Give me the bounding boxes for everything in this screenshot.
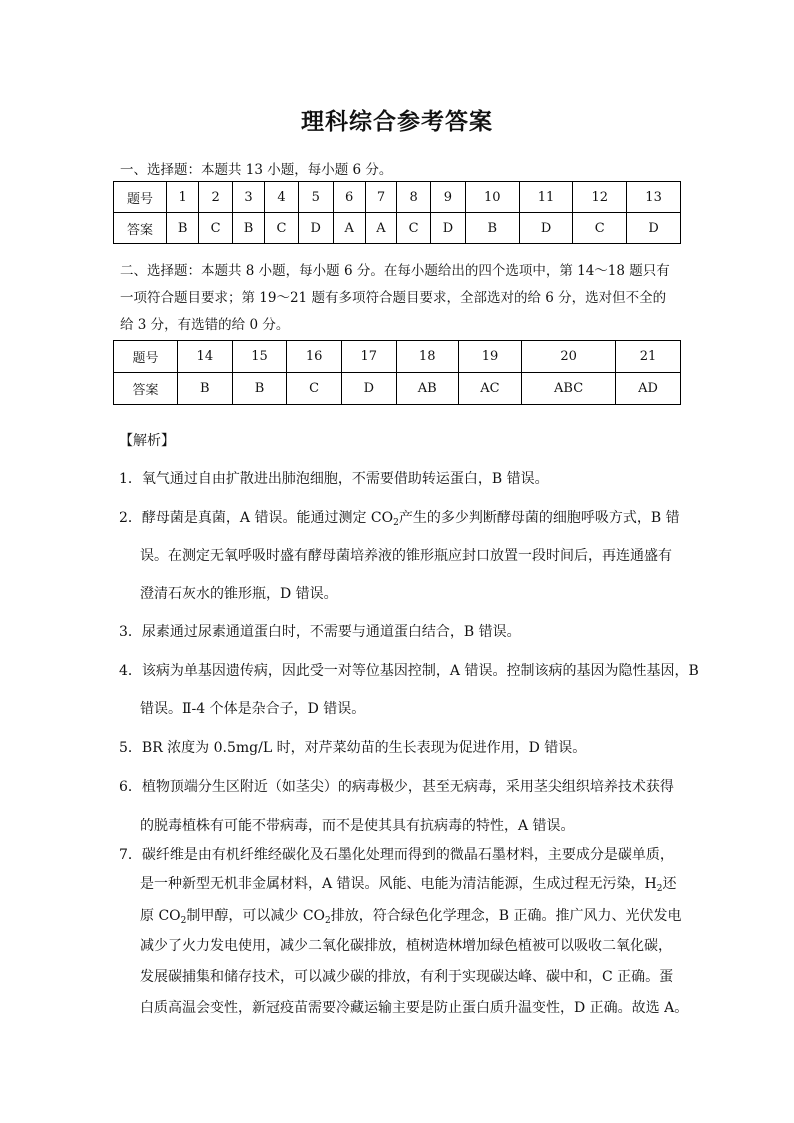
- analysis-item-5: 5．BR 浓度为 0.5mg/L 时，对芹菜幼苗的生长表现为促进作用，D 错误。: [119, 740, 587, 756]
- section2-heading-line: 二、选择题：本题共 8 小题，每小题 6 分。在每小题给出的四个选项中，第 14～18 题只有: [120, 263, 670, 279]
- analysis-item-7-line: 是一种新型无机非金属材料，A 错误。风能、电能为清洁能源，生成过程无污染，$H_2$还: [140, 876, 677, 894]
- answer-cell: D: [627, 213, 681, 244]
- answer-cell: ABC: [522, 373, 616, 405]
- answer-cell: AB: [396, 373, 458, 405]
- question-number-cell: 21: [616, 341, 681, 373]
- question-number-cell: 4: [265, 182, 299, 213]
- analysis-item-7: 7．碳纤维是由有机纤维经碳化及石墨化处理而得到的微晶石墨材料，主要成分是碳单质，: [119, 847, 674, 863]
- analysis-item-2: 2．酵母菌是真菌，A 错误。能通过测定 $CO_2$产生的多少判断酵母菌的细胞呼吸方式，B 错: [119, 510, 680, 528]
- question-number-cell: 8: [397, 182, 431, 213]
- answer-table-1: [113, 181, 681, 244]
- question-number-cell: 14: [178, 341, 233, 373]
- question-number-cell: 6: [333, 182, 365, 213]
- analysis-item-7-line: 原 $CO_2$制甲醇，可以减少 $CO_2$排放，符合绿色化学理念，B 正确。推广风力、光伏发电: [140, 908, 682, 926]
- answer-cell: C: [199, 213, 233, 244]
- question-number-cell: 12: [573, 182, 627, 213]
- answer-cell: B: [232, 213, 264, 244]
- question-number-cell: 9: [430, 182, 465, 213]
- analysis-item-7-line: 减少了火力发电使用，减少二氧化碳排放，植树造林增加绿色植被可以吸收二氧化碳，: [140, 938, 672, 954]
- analysis-item-1: 1．氧气通过自由扩散进出肺泡细胞，不需要借助转运蛋白，B 错误。: [119, 471, 549, 487]
- question-number-cell: 5: [298, 182, 333, 213]
- answer-cell: B: [167, 213, 199, 244]
- analysis-item-3: 3．尿素通过尿素通道蛋白时，不需要与通道蛋白结合，B 错误。: [119, 624, 521, 640]
- answer-cell: D: [430, 213, 465, 244]
- question-number-cell: 11: [519, 182, 573, 213]
- question-number-cell: 3: [232, 182, 264, 213]
- answer-cell: B: [178, 373, 233, 405]
- question-number-cell: 20: [522, 341, 616, 373]
- question-number-cell: 7: [365, 182, 397, 213]
- answer-cell: AD: [616, 373, 681, 405]
- question-number-cell: 18: [396, 341, 458, 373]
- analysis-item-2-line: 误。在测定无氧呼吸时盛有酵母菌培养液的锥形瓶应封口放置一段时间后，再连通盛有: [140, 548, 672, 564]
- answer-cell: D: [519, 213, 573, 244]
- section2-heading: [120, 258, 685, 339]
- question-number-cell: 10: [465, 182, 519, 213]
- analysis-item-7-line: 发展碳捕集和储存技术，可以减少碳的排放，有利于实现碳达峰、碳中和，C 正确。蛋: [140, 969, 674, 985]
- analysis-item-6-line: 的脱毒植株有可能不带病毒，而不是使其具有抗病毒的特性，A 错误。: [140, 818, 575, 834]
- answer-cell: A: [333, 213, 365, 244]
- question-number-cell: 17: [341, 341, 396, 373]
- analysis-label: 【解析】: [119, 433, 175, 449]
- question-number-cell: 16: [287, 341, 342, 373]
- answer-cell: B: [465, 213, 519, 244]
- row-label-answer: 答案: [114, 373, 178, 405]
- row-label-answer: 答案: [114, 213, 167, 244]
- question-number-cell: 1: [167, 182, 199, 213]
- answer-cell: D: [298, 213, 333, 244]
- answer-cell: D: [341, 373, 396, 405]
- section1-heading: 一、选择题：本题共 13 小题，每小题 6 分。: [120, 162, 393, 178]
- answer-cell: A: [365, 213, 397, 244]
- analysis-item-4-line: 错误。Ⅱ-4 个体是杂合子，D 错误。: [140, 701, 366, 717]
- analysis-item-4: 4．该病为单基因遗传病，因此受一对等位基因控制，A 错误。控制该病的基因为隐性基因，B: [119, 663, 699, 679]
- answer-table-2: [113, 340, 681, 405]
- section2-heading-line: 一项符合题目要求；第 19～21 题有多项符合题目要求，全部选对的给 6 分，选对但不全的: [120, 290, 667, 306]
- analysis-item-2-line: 澄清石灰水的锥形瓶，D 错误。: [140, 586, 338, 602]
- question-number-cell: 2: [199, 182, 233, 213]
- analysis-item-6: 6．植物顶端分生区附近（如茎尖）的病毒极少，甚至无病毒，采用茎尖组织培养技术获得: [119, 779, 674, 795]
- analysis-item-7-line: 白质高温会变性，新冠疫苗需要冷藏运输主要是防止蛋白质升温变性，D 正确。故选 A。: [140, 1000, 689, 1016]
- row-label-question: 题号: [114, 341, 178, 373]
- answer-cell: C: [397, 213, 431, 244]
- answer-cell: C: [265, 213, 299, 244]
- section2-heading-line: 给 3 分，有选错的给 0 分。: [120, 317, 290, 333]
- row-label-question: 题号: [114, 182, 167, 213]
- answer-cell: B: [232, 373, 287, 405]
- answer-cell: C: [287, 373, 342, 405]
- question-number-cell: 13: [627, 182, 681, 213]
- question-number-cell: 15: [232, 341, 287, 373]
- question-number-cell: 19: [458, 341, 521, 373]
- page-title: 理科综合参考答案: [301, 109, 493, 135]
- answer-cell: C: [573, 213, 627, 244]
- answer-cell: AC: [458, 373, 521, 405]
